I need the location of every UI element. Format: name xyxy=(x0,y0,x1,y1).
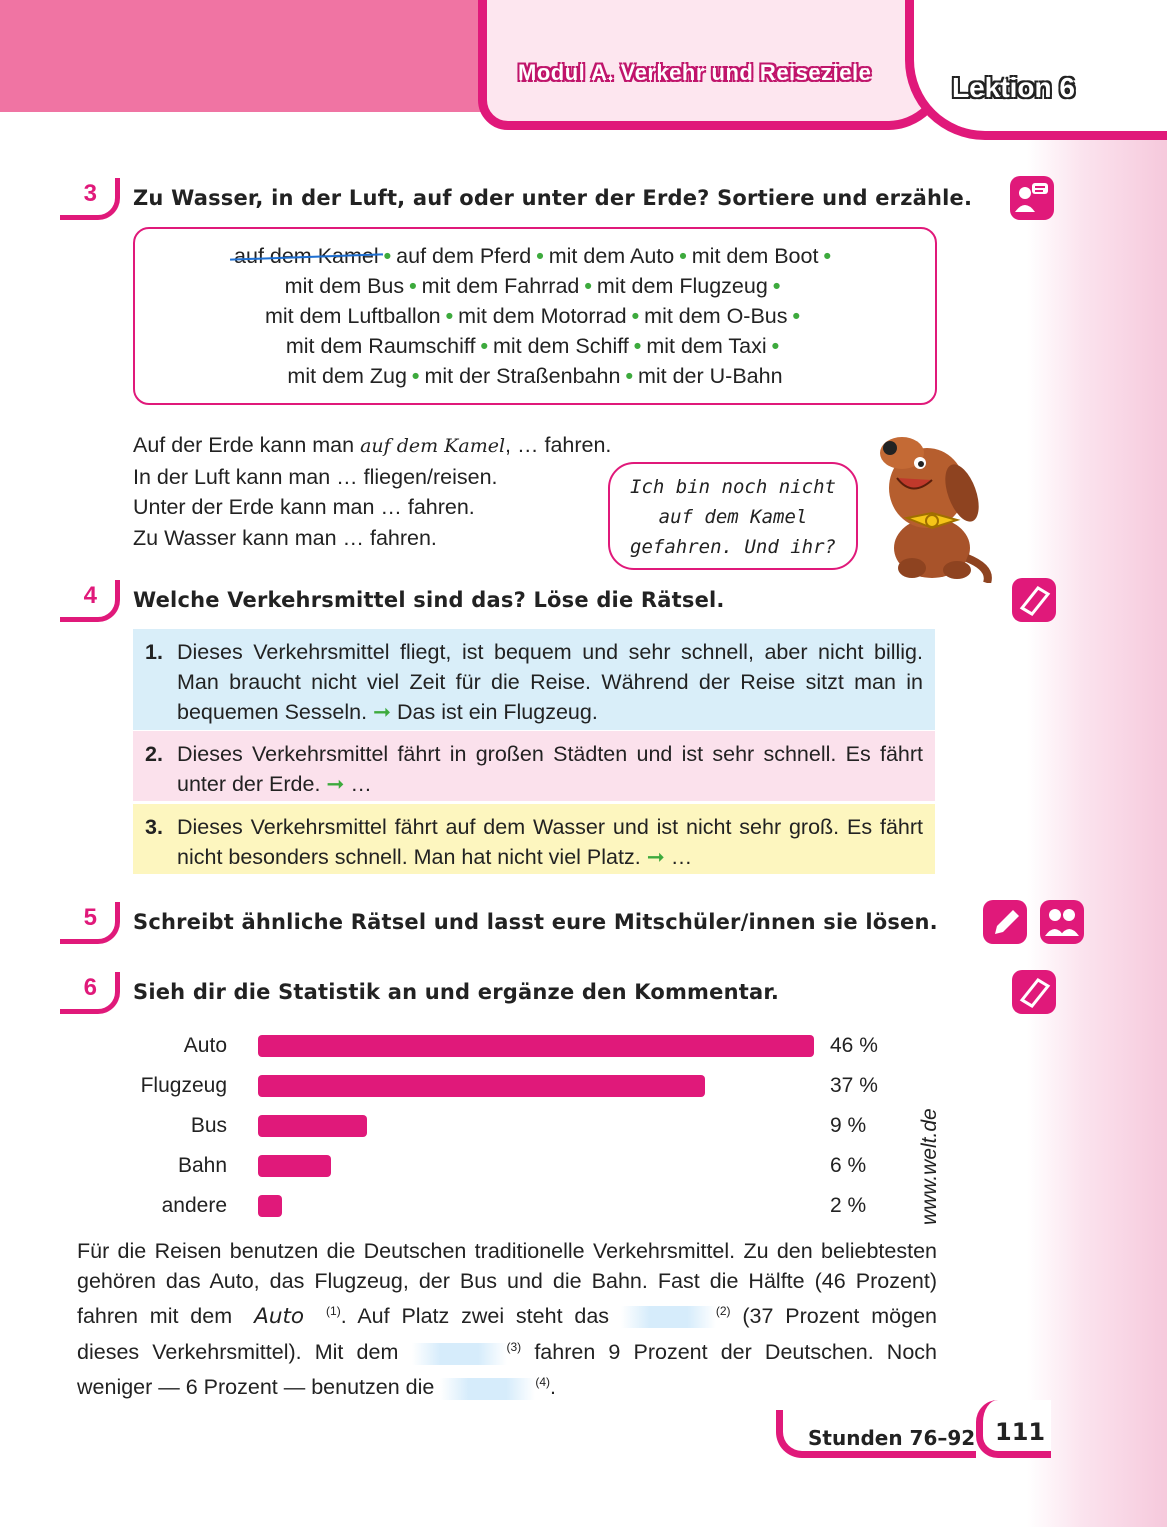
word-line: mit dem Luftballon • mit dem Motorrad • mit dem O-Bus • xyxy=(264,304,801,328)
bar-category-label: Bahn xyxy=(177,1154,227,1177)
lektion-title: Lektion 6 xyxy=(952,72,1075,103)
book-icon xyxy=(1012,578,1056,622)
task-5-number: 5 xyxy=(60,902,120,944)
task-3-number: 3 xyxy=(60,178,120,220)
bar-value-label: 6 % xyxy=(830,1154,867,1177)
dog-illustration xyxy=(862,418,997,583)
sentence-2: In der Luft kann man … fliegen/reisen. xyxy=(133,464,498,489)
bar-value-label: 2 % xyxy=(830,1194,867,1217)
blank-4[interactable] xyxy=(440,1378,535,1400)
riddle-1: 1. Dieses Verkehrsmittel fliegt, ist bequem und sehr schnell, aber nicht billig. Man braucht nicht viel Zeit für die Reise. Während der Reise sitzt man in bequemen Sesseln. ➞ Das ist ein Flugzeug. xyxy=(133,629,935,730)
bar-category-label: andere xyxy=(161,1194,227,1217)
word-item: mit dem Zug xyxy=(287,364,407,388)
sentence-1: Auf der Erde kann man auf dem Kamel, … fahren. xyxy=(133,433,612,457)
word-line: mit dem Zug • mit der Straßenbahn • mit der U-Bahn xyxy=(287,364,783,388)
bar xyxy=(258,1035,814,1057)
bar-category-label: Flugzeug xyxy=(140,1074,227,1097)
word-item: mit der U-Bahn xyxy=(637,364,783,388)
task-4-title: Welche Verkehrsmittel sind das? Löse die Rätsel. xyxy=(133,588,725,612)
word-item: mit dem Schiff xyxy=(492,334,629,358)
word-line: mit dem Raumschiff • mit dem Schiff • mit dem Taxi • xyxy=(285,334,780,358)
word-item: auf dem Pferd xyxy=(396,244,532,268)
bar xyxy=(258,1115,367,1137)
word-item: mit dem O-Bus xyxy=(644,304,788,328)
pair-work-icon xyxy=(1040,900,1084,944)
bar xyxy=(258,1195,282,1217)
word-item: mit dem Luftballon xyxy=(264,304,441,328)
word-box xyxy=(133,227,937,405)
word-item: mit dem Raumschiff xyxy=(285,334,476,358)
blank-2[interactable] xyxy=(621,1306,716,1328)
task-3-title: Zu Wasser, in der Luft, auf oder unter der Erde? Sortiere und erzähle. xyxy=(133,186,973,210)
word-line: mit dem Bus • mit dem Fahrrad • mit dem Flugzeug • xyxy=(284,274,781,298)
word-item: auf dem Kamel xyxy=(234,244,379,268)
modul-title: Modul A. Verkehr und Reiseziele xyxy=(518,60,872,85)
word-item: mit der Straßenbahn xyxy=(424,364,621,388)
header-band xyxy=(0,0,485,112)
bar-value-label: 37 % xyxy=(830,1074,878,1097)
pencil-icon xyxy=(983,900,1027,944)
bar-category-label: Auto xyxy=(183,1034,227,1057)
task-6-title: Sieh dir die Statistik an und ergänze den Kommentar. xyxy=(133,980,780,1004)
riddle-3: 3. Dieses Verkehrsmittel fährt auf dem Wasser und ist nicht sehr groß. Es fährt nicht besonders schnell. Man hat nicht viel Platz. ➞ … xyxy=(133,804,935,874)
example-sentences xyxy=(133,430,611,553)
source-label: www.welt.de xyxy=(918,1108,941,1225)
sentence-3: Unter der Erde kann man … fahren. xyxy=(133,495,475,519)
word-item: mit dem Taxi xyxy=(646,334,767,358)
speaking-icon xyxy=(1010,176,1054,220)
task-5-title: Schreibt ähnliche Rätsel und lasst eure Mitschüler/innen sie lösen. xyxy=(133,910,938,934)
lektion-tab xyxy=(905,0,1167,140)
word-item: mit dem Motorrad xyxy=(458,304,627,328)
bar xyxy=(258,1155,331,1177)
page-number: 111 xyxy=(995,1418,1046,1446)
sentence-4: Zu Wasser kann man … fahren. xyxy=(133,525,437,550)
riddle-2: 2. Dieses Verkehrsmittel fährt in großen Städten und ist sehr schnell. Es fährt unter der Erde. ➞ … xyxy=(133,731,935,801)
word-item: mit dem Auto xyxy=(548,244,675,268)
word-line: auf dem Kamel • auf dem Pferd • mit dem Auto • mit dem Boot • xyxy=(234,244,831,268)
speech-bubble: Ich bin noch nicht auf dem Kamel gefahren. Und ihr? xyxy=(608,462,858,570)
blank-3[interactable] xyxy=(412,1343,507,1365)
task-4-number: 4 xyxy=(60,580,120,622)
blank-1-filled[interactable]: Auto xyxy=(254,1304,305,1330)
bar-value-label: 9 % xyxy=(830,1114,867,1137)
bar-value-label: 46 % xyxy=(830,1034,878,1057)
bar-category-label: Bus xyxy=(190,1114,227,1137)
page-edge-strip xyxy=(1027,0,1167,1527)
word-item: mit dem Flugzeug xyxy=(596,274,768,298)
word-item: mit dem Bus xyxy=(284,274,405,298)
comment-text: Für die Reisen benutzen die Deutschen traditionelle Verkehrsmittel. Zu den beliebtesten gehören das Auto, das Flugzeug, der Bus und die Bahn. Fast die Hälfte (46 Prozent) fahren mit dem Auto $^{(1)}$. Auf Platz zwei steht das $^{(2)}$ (37 Prozent mögen dieses Verkehrsmittel). Mit dem $^{(3)}$ fahren 9 Prozent der Deutschen. Noch weniger — 6 Prozent — benutzen die $^{(4)}$. xyxy=(77,1239,937,1400)
word-item: mit dem Boot xyxy=(691,244,819,268)
bar xyxy=(258,1075,705,1097)
word-item: mit dem Fahrrad xyxy=(421,274,580,298)
task-6-number: 6 xyxy=(60,972,120,1014)
footer-stunden: Stunden 76–92 xyxy=(808,1426,976,1450)
book-icon xyxy=(1012,970,1056,1014)
